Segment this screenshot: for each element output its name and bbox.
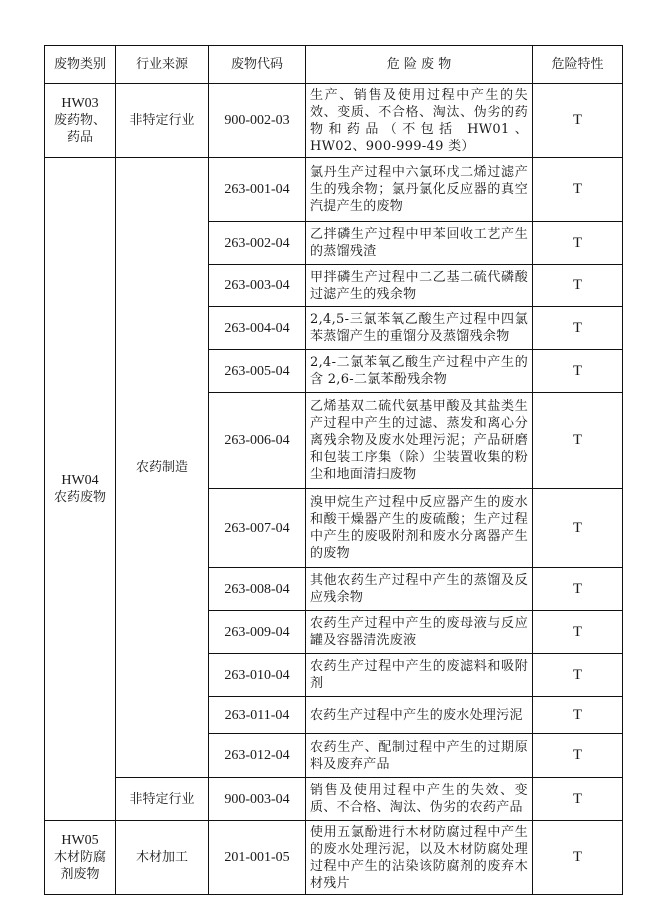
header-industry-source: 行业来源 [116,46,209,84]
hazard-cell: T [533,350,623,393]
industry-source-cell: 木材加工 [116,821,209,895]
hazard-cell: T [533,734,623,778]
waste-code-cell: 263-006-04 [209,393,306,489]
waste-code-cell: 263-010-04 [209,654,306,697]
category-code: HW04 [61,473,99,488]
hazard-cell: T [533,778,623,821]
description-cell: 农药生产过程中产生的废母液与反应罐及容器清洗废液 [306,611,533,654]
table-row [45,821,623,895]
waste-code-cell: 201-001-05 [209,821,306,895]
waste-code-cell: 900-002-03 [209,84,306,158]
description-cell: 使用五氯酚进行木材防腐过程中产生的废水处理污泥，以及木材防腐处理过程中产生的沾染该防腐剂的废弃木材残片 [306,821,533,895]
industry-source-cell: 农药制造 [116,158,209,778]
description-cell: 销售及使用过程中产生的失效、变质、不合格、淘汰、伪劣的农药产品 [306,778,533,821]
category-name: 木材防腐剂废物 [53,850,106,882]
waste-code-cell: 263-008-04 [209,568,306,611]
description-cell: 农药生产过程中产生的废水处理污泥 [306,697,533,734]
description-cell: 甲拌磷生产过程中二乙基二硫代磷酸过滤产生的残余物 [306,265,533,307]
category-name: 农药废物 [53,490,106,505]
hazardous-waste-table [44,45,623,895]
hazard-cell: T [533,611,623,654]
waste-code-cell: 263-011-04 [209,697,306,734]
hazard-cell: T [533,654,623,697]
hazard-cell: T [533,489,623,568]
waste-code-cell: 263-003-04 [209,265,306,307]
table-header-row [45,46,623,84]
hazard-cell: T [533,568,623,611]
industry-source-cell: 非特定行业 [116,778,209,821]
hazard-cell: T [533,222,623,265]
hazard-cell: T [533,307,623,350]
table-row [45,84,623,158]
header-hazardous-waste: 危 险 废 物 [306,46,533,84]
description-cell: 2,4-二氯苯氧乙酸生产过程中产生的含 2,6-二氯苯酚残余物 [306,350,533,393]
description-cell: 农药生产、配制过程中产生的过期原料及废弃产品 [306,734,533,778]
waste-code-cell: 263-005-04 [209,350,306,393]
header-waste-code: 废物代码 [209,46,306,84]
hazard-cell: T [533,393,623,489]
table-row [45,778,623,821]
table-row [45,158,623,222]
description-cell: 其他农药生产过程中产生的蒸馏及反应残余物 [306,568,533,611]
waste-code-cell: 263-007-04 [209,489,306,568]
hazard-cell: T [533,158,623,222]
waste-code-cell: 263-004-04 [209,307,306,350]
waste-code-cell: 900-003-04 [209,778,306,821]
waste-code-cell: 263-012-04 [209,734,306,778]
description-cell: 2,4,5-三氯苯氧乙酸生产过程中四氯苯蒸馏产生的重馏分及蒸馏残余物 [306,307,533,350]
description-cell: 溴甲烷生产过程中反应器产生的废水和酸干燥器产生的废硫酸；生产过程中产生的废吸附剂和废水分离器产生的废物 [306,489,533,568]
hazard-cell: T [533,697,623,734]
category-code: HW03 [61,96,99,111]
description-cell: 乙拌磷生产过程中甲苯回收工艺产生的蒸馏残渣 [306,222,533,265]
category-cell [45,84,116,158]
waste-code-cell: 263-001-04 [209,158,306,222]
waste-code-cell: 263-009-04 [209,611,306,654]
category-code: HW05 [61,833,99,848]
header-hazard-property: 危险特性 [533,46,623,84]
header-waste-category: 废物类别 [45,46,116,84]
hazard-cell: T [533,84,623,158]
description-cell: 乙烯基双二硫代氨基甲酸及其盐类生产过程中产生的过滤、蒸发和离心分离残余物及废水处理污泥；产品研磨和包装工序集（除）尘装置收集的粉尘和地面清扫废物 [306,393,533,489]
category-cell [45,821,116,895]
industry-source-cell: 非特定行业 [116,84,209,158]
description-cell: 氯丹生产过程中六氯环戊二烯过滤产生的残余物；氯丹氯化反应器的真空汽提产生的废物 [306,158,533,222]
hazard-cell: T [533,265,623,307]
description-cell: 生产、销售及使用过程中产生的失效、变质、不合格、淘汰、伪劣的药物和药品（不包括 HW01、HW02、900-999-49 类） [306,84,533,158]
category-cell [45,158,116,821]
category-name: 废药物、药品 [53,113,106,145]
hazard-cell: T [533,821,623,895]
waste-code-cell: 263-002-04 [209,222,306,265]
description-cell: 农药生产过程中产生的废滤料和吸附剂 [306,654,533,697]
